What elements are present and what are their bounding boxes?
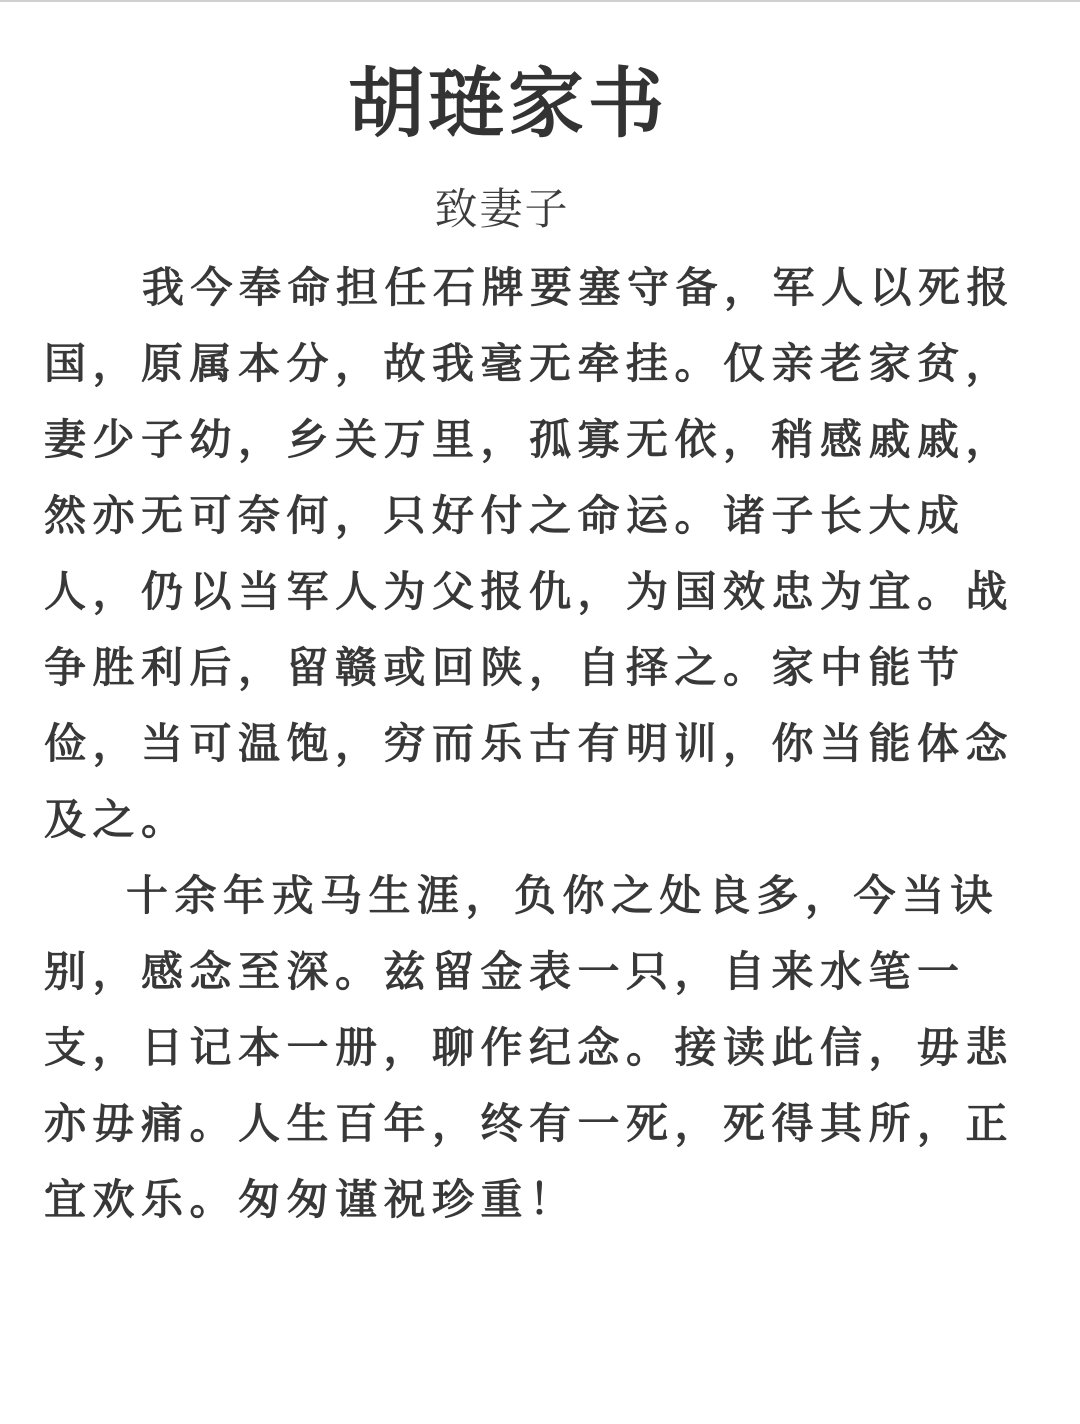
page-title: 胡琏家书 [348,59,668,148]
letter-body [44,250,1034,1238]
letter-paragraph-1: 我今奉命担任石牌要塞守备，军人以死报国，原属本分，故我毫无牵挂。仅亲老家贫，妻少子幼，乡关万里，孤寡无依，稍感戚戚，然亦无可奈何，只好付之命运。诸子长大成人，仍以当军人为父报仇，为国效忠为宜。战争胜利后，留赣或回陕，自择之。家中能节俭，当可温饱，穷而乐古有明训，你当能体念及之。 [44,263,1016,844]
letter-recipient: 致妻子 [434,185,570,235]
letter-paragraph-2: 十余年戎马生涯，负你之处良多，今当诀别，感念至深。兹留金表一只，自来水笔一支，日记本一册，聊作纪念。接读此信，毋悲亦毋痛。人生百年，终有一死，死得其所，正宜欢乐。匆匆谨祝珍重！ [44,871,1015,1224]
